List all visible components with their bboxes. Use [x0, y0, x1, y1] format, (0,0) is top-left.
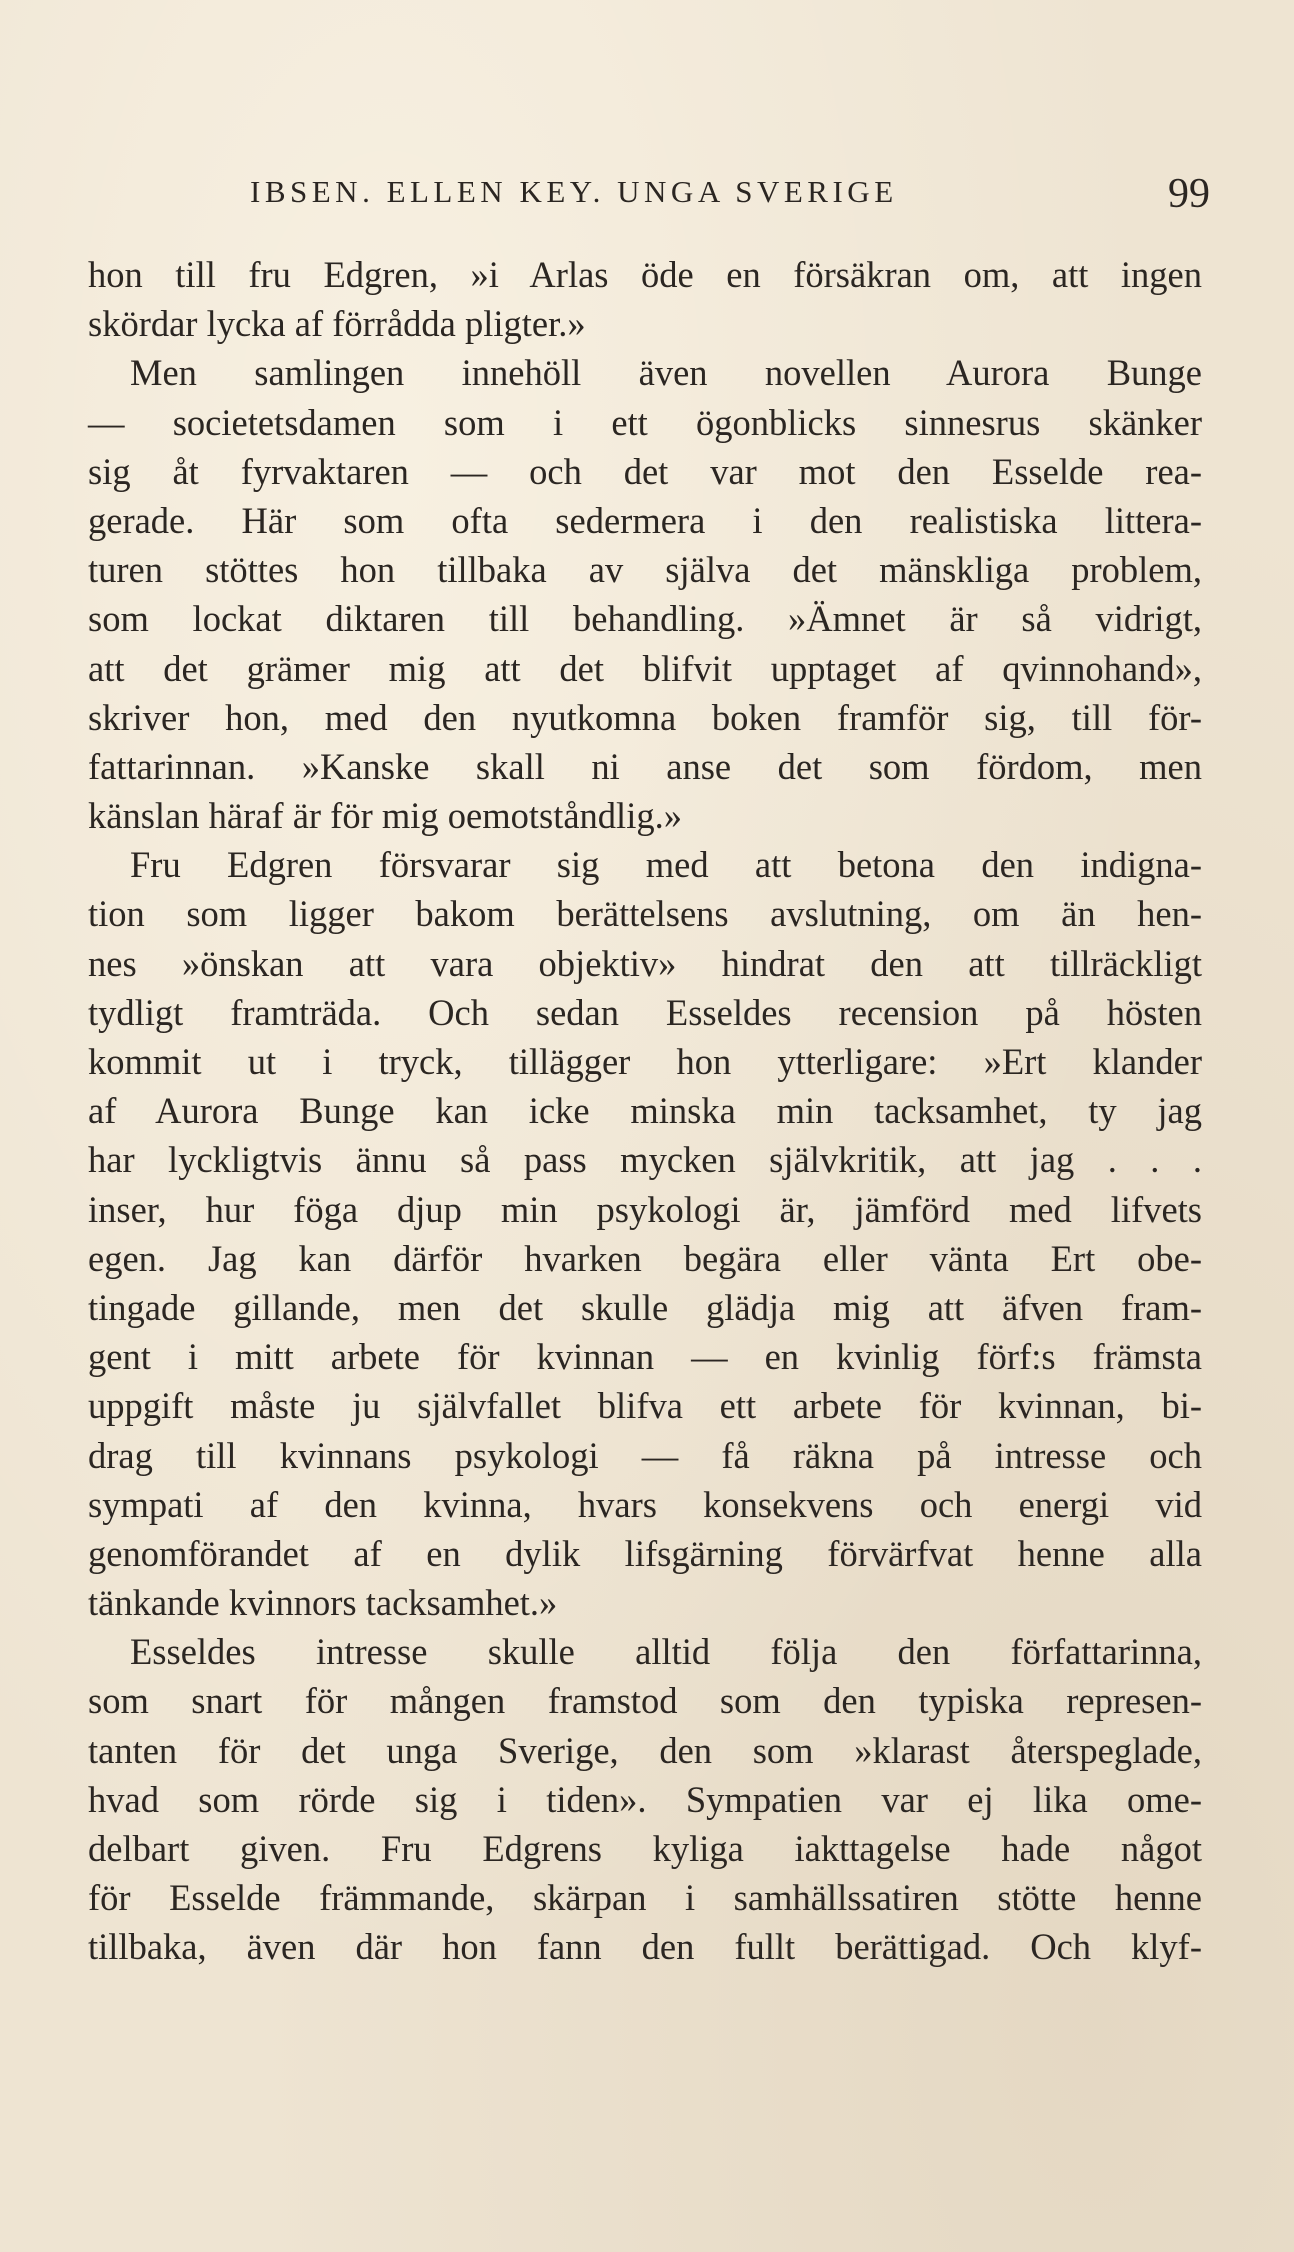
text-line: skördar lycka af förrådda pligter.»	[88, 303, 586, 345]
text-line: sympati af den kvinna, hvars konsekvens och energi vid	[88, 1483, 1202, 1525]
text-line: kommit ut i tryck, tillägger hon ytterligare: »Ert klander	[88, 1041, 1202, 1082]
text-line: hvad som rörde sig i tiden». Sympatien var ej lika ome-	[88, 1778, 1202, 1820]
text-line: för Esselde främmande, skärpan i samhällssatiren stötte henne	[88, 1877, 1202, 1919]
text-line: som snart för mången framstod som den typiska represen-	[88, 1680, 1202, 1722]
text-line: att det grämer mig att det blifvit upptaget af qvinnohand»,	[88, 647, 1202, 689]
text-line: delbart given. Fru Edgrens kyliga iakttagelse hade något	[88, 1828, 1202, 1869]
running-head: IBSEN. ELLEN KEY. UNGA SVERIGE	[250, 174, 898, 209]
text-line: tänkande kvinnors tacksamhet.»	[88, 1582, 558, 1624]
text-line: nes »önskan att vara objektiv» hindrat den att tillräckligt	[88, 942, 1202, 984]
text-line: gerade. Här som ofta sedermera i den realistiska littera-	[88, 499, 1202, 541]
text-line: Esseldes intresse skulle alltid följa den författarinna,	[130, 1631, 1202, 1673]
text-line: Fru Edgren försvarar sig med att betona den indigna-	[130, 844, 1202, 886]
text-line: — societetsdamen som i ett ögonblicks sinnesrus skänker	[88, 401, 1202, 443]
text-line: tydligt framträda. Och sedan Esseldes recension på hösten	[88, 991, 1202, 1033]
text-line: har lyckligtvis ännu så pass mycken självkritik, att jag . . .	[88, 1139, 1202, 1181]
text-line: känslan häraf är för mig oemotståndlig.»	[88, 795, 682, 837]
text-line: af Aurora Bunge kan icke minska min tacksamhet, ty jag	[88, 1090, 1202, 1132]
text-line: fattarinnan. »Kanske skall ni anse det som fördom, men	[88, 745, 1202, 787]
page-number: 99	[1168, 171, 1210, 217]
text-line: hon till fru Edgren, »i Arlas öde en försäkran om, att ingen	[88, 254, 1202, 295]
text-line: turen stöttes hon tillbaka av själva det mänskliga problem,	[88, 549, 1202, 591]
text-line: uppgift måste ju självfallet blifva ett arbete för kvinnan, bi-	[88, 1385, 1202, 1427]
text-line: Men samlingen innehöll även novellen Aurora Bunge	[130, 352, 1202, 394]
text-line: tanten för det unga Sverige, den som »klarast återspeglade,	[88, 1729, 1202, 1771]
text-line: genomförandet af en dylik lifsgärning förvärfvat henne alla	[88, 1532, 1202, 1574]
text-line: egen. Jag kan därför hvarken begära eller vänta Ert obe-	[88, 1237, 1202, 1279]
text-line: drag till kvinnans psykologi — få räkna på intresse och	[88, 1434, 1202, 1476]
text-line: tion som ligger bakom berättelsens avslutning, om än hen-	[88, 893, 1202, 935]
text-line: inser, hur föga djup min psykologi är, jämförd med lifvets	[88, 1188, 1202, 1230]
text-line: sig åt fyrvaktaren — och det var mot den Esselde rea-	[88, 450, 1202, 492]
text-line: skriver hon, med den nyutkomna boken framför sig, till för-	[88, 696, 1202, 738]
text-line: gent i mitt arbete för kvinnan — en kvinlig förf:s främsta	[88, 1336, 1202, 1378]
body-text	[88, 250, 1202, 1972]
text-line: som lockat diktaren till behandling. »Ämnet är så vidrigt,	[88, 598, 1202, 640]
page-header	[250, 170, 1210, 220]
text-line: tingade gillande, men det skulle glädja mig att äfven fram-	[88, 1286, 1202, 1328]
text-line: tillbaka, även där hon fann den fullt berättigad. Och klyf-	[88, 1926, 1202, 1968]
